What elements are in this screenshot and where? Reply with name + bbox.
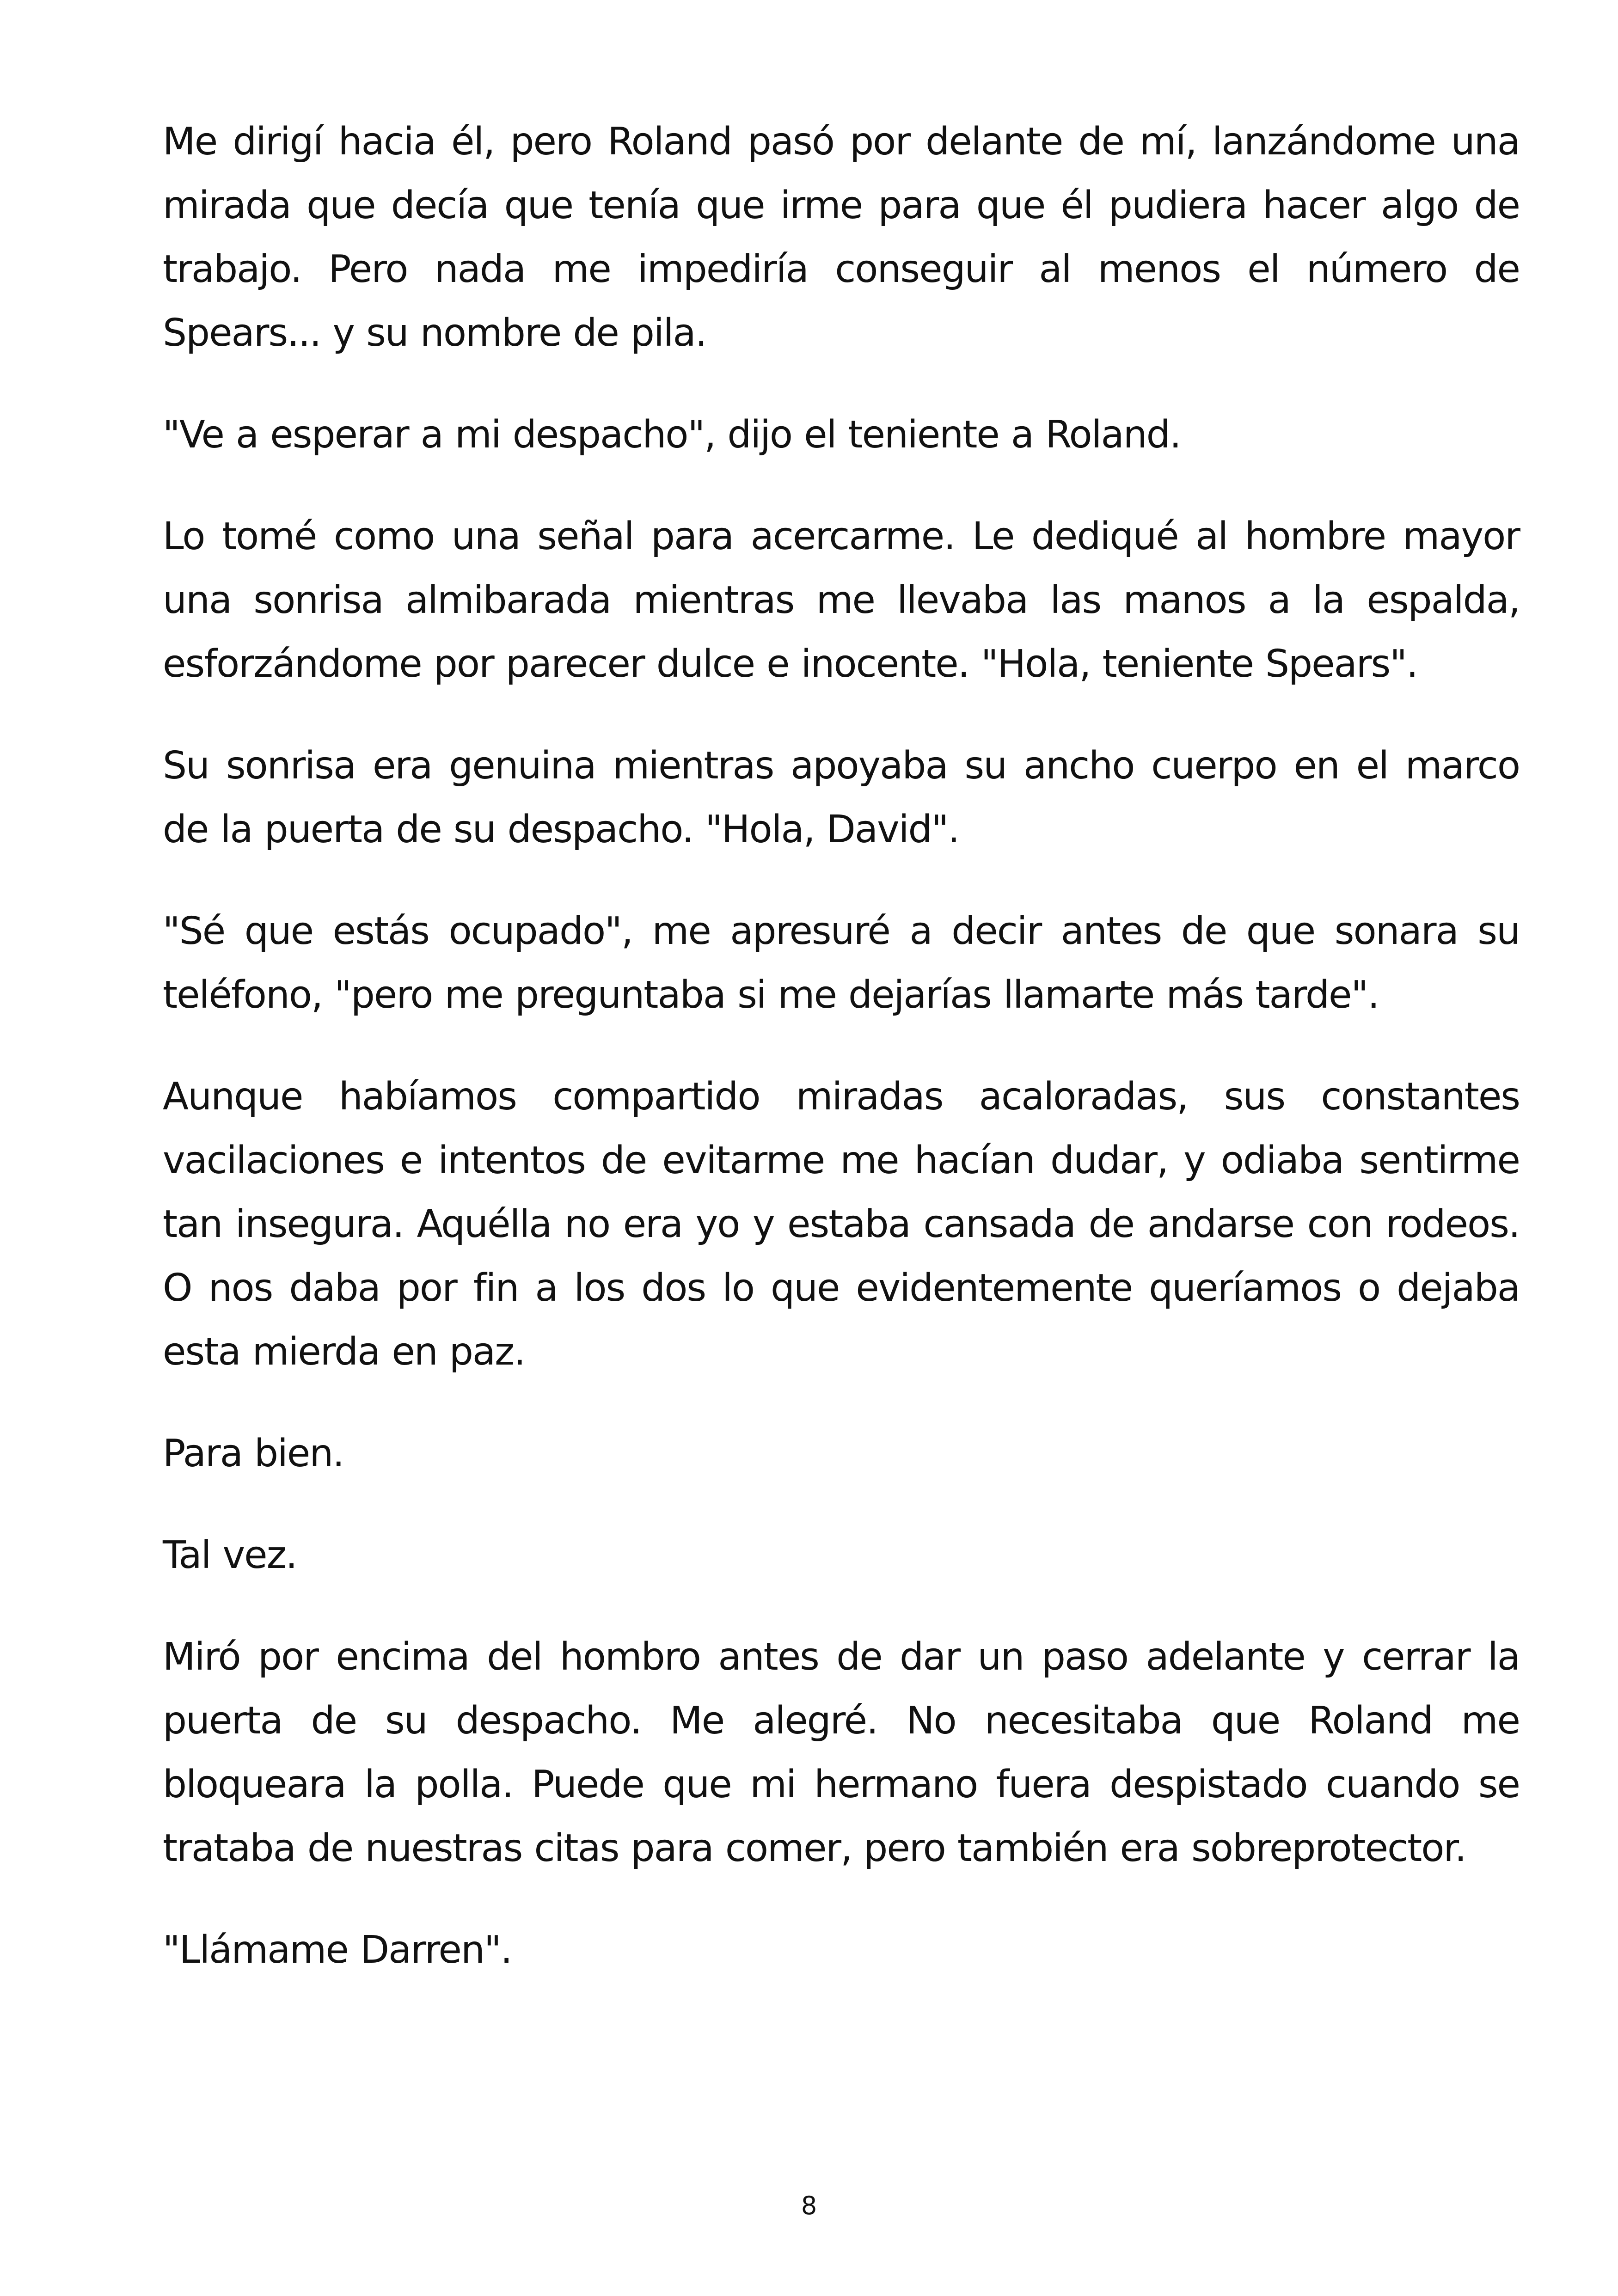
paragraph: "Sé que estás ocupado", me apresuré a decir antes de que sonara su teléfono, "pero me preguntaba si me dejarías llamarte más tarde". (163, 909, 1520, 1017)
paragraph: Para bien. (163, 1432, 344, 1476)
paragraph: Lo tomé como una señal para acercarme. Le dediqué al hombre mayor una sonrisa almibarada mientras me llevaba las manos a la espalda, esforzándome por parecer dulce e inocente. "Hola, teniente Spears". (163, 514, 1520, 686)
paragraph: "Ve a esperar a mi despacho", dijo el teniente a Roland. (163, 413, 1181, 457)
paragraph: Su sonrisa era genuina mientras apoyaba su ancho cuerpo en el marco de la puerta de su despacho. "Hola, David". (163, 744, 1520, 851)
paragraph: Miró por encima del hombro antes de dar un paso adelante y cerrar la puerta de su despacho. Me alegré. No necesitaba que Roland me bloqueara la polla. Puede que mi hermano fuera despistado cuando se trataba de nuestras citas para comer, pero también era sobreprotector. (163, 1635, 1520, 1870)
page-number: 8 (801, 2191, 817, 2220)
paragraph: "Llámame Darren". (163, 1928, 512, 1972)
body-text (163, 110, 1520, 2020)
paragraph: Aunque habíamos compartido miradas acaloradas, sus constantes vacilaciones e intentos de evitarme me hacían dudar, y odiaba sentirme tan insegura. Aquélla no era yo y estaba cansada de andarse con rodeos. O nos daba por fin a los dos lo que evidentemente queríamos o dejaba esta mierda en paz. (163, 1075, 1520, 1374)
paragraph: Me dirigí hacia él, pero Roland pasó por delante de mí, lanzándome una mirada que decía que tenía que irme para que él pudiera hacer algo de trabajo. Pero nada me impediría conseguir al menos el número de Spears... y su nombre de pila. (163, 120, 1520, 355)
paragraph: Tal vez. (163, 1533, 297, 1577)
